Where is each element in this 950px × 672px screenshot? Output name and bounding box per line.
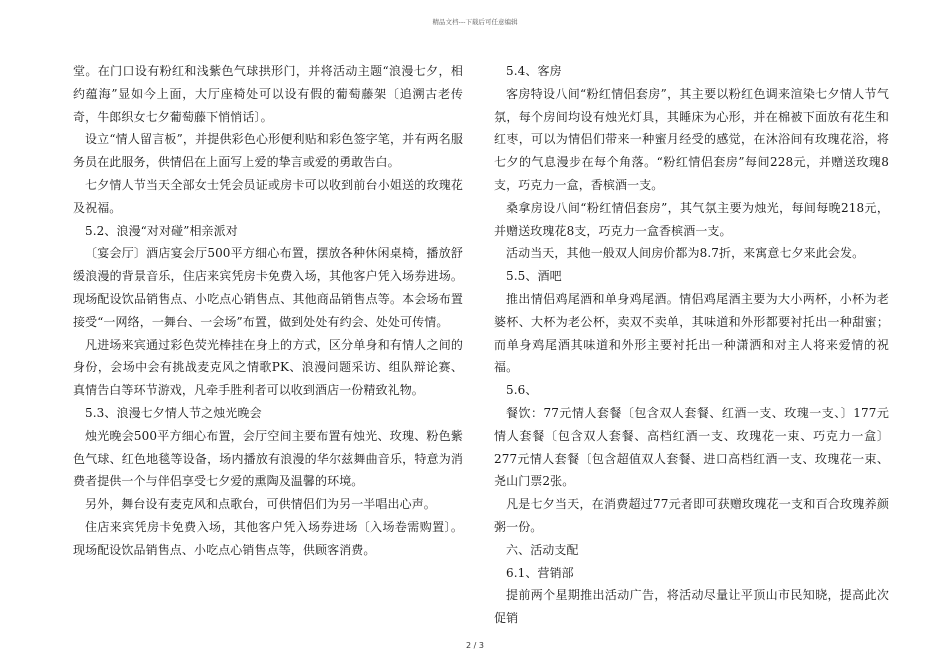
paragraph: 凡进场来宾通过彩色荧光棒挂在身上的方式，区分单身和有情人之间的身份，会场中会有挑战麦克风之情歌PK、浪漫问题采访、组队辩论赛、真情告白等环节游戏，凡牵手胜利者可以收到酒店一份精致礼物。 bbox=[73, 337, 463, 398]
section-heading: 5.6、 bbox=[506, 383, 538, 398]
paragraph: 设立“情人留言板”，并提供彩色心形便利贴和彩色签字笔，并有两名服务员在此服务，供情侣在上面写上爱的挚言或爱的勇敢告白。 bbox=[73, 132, 463, 170]
right-column bbox=[494, 60, 889, 630]
section-heading: 5.4、客房 bbox=[506, 64, 562, 78]
paragraph: 餐饮：77元情人套餐〔包含双人套餐、红酒一支、玫瑰一支、〕177元情人套餐〔包含双人套餐、高档红酒一支、玫瑰花一束、巧克力一盒〕277元情人套餐〔包含超值双人套餐、进口高档红酒一支、玫瑰花一束、尧山门票2张。 bbox=[494, 405, 889, 489]
page-number: 2 / 3 bbox=[466, 641, 484, 650]
paragraph: 住店来宾凭房卡免费入场，其他客户凭入场券进场〔入场卷需购置〕。现场配设饮品销售点、小吃点心销售点等，供顾客消费。 bbox=[73, 519, 463, 557]
section-heading: 5.2、浪漫“对对碰”相亲派对 bbox=[85, 223, 238, 238]
left-column bbox=[73, 60, 463, 562]
paragraph: 另外，舞台设有麦克风和点歌台，可供情侣们为另一半唱出心声。 bbox=[85, 497, 436, 512]
section-heading: 6.1、营销部 bbox=[506, 565, 574, 580]
section-heading: 5.5、酒吧 bbox=[506, 269, 562, 284]
paragraph: 烛光晚会500平方细心布置，会厅空间主要布置有烛光、玫瑰、粉色紫色气球、红色地毯等设备，场内播放有浪漫的华尔兹舞曲音乐，特意为消费者提供一个与伴侣享受七夕爱的熏陶及温馨的环境。 bbox=[73, 428, 463, 489]
page-header: 精品文档---下载后可任意编辑 bbox=[432, 18, 518, 26]
section-heading: 六、活动支配 bbox=[506, 542, 579, 557]
paragraph: 客房特设八间“粉红情侣套房”，其主要以粉红色调来渲染七夕情人节气氛，每个房间均设有烛光灯具，其睡床为心形，并在棉被下面放有花生和红枣，可以为情侣们带来一种蜜月经受的感觉，在沐浴间有玫瑰花浴，将七夕的气息漫步在每个角落。“粉红情侣套房”每间228元，并赠送玫瑰8支，巧克力一盒，香槟酒一支。 bbox=[494, 86, 889, 192]
paragraph: 推出情侣鸡尾酒和单身鸡尾酒。情侣鸡尾酒主要为大小两杯，小杯为老婆杯、大杯为老公杯，卖双不卖单，其味道和外形都要衬托出一种甜蜜；而单身鸡尾酒其味道和外形主要衬托出一种潇洒和对主人将来爱情的祝福。 bbox=[494, 291, 889, 375]
paragraph: 〔宴会厅〕酒店宴会厅500平方细心布置，摆放各种休闲桌椅，播放舒缓浪漫的背景音乐，住店来宾凭房卡免费入场，其他客户凭入场券进场。现场配设饮品销售点、小吃点心销售点、其他商品销售点等。本会场布置接受“一网络，一舞台、一会场”布置，做到处处有约会、处处可传情。 bbox=[73, 246, 463, 329]
paragraph: 提前两个星期推出活动广告，将活动尽量让平顶山市民知晓，提高此次促销 bbox=[494, 588, 889, 626]
paragraph: 七夕情人节当天全部女士凭会员证或房卡可以收到前台小姐送的玫瑰花及祝福。 bbox=[73, 177, 463, 215]
paragraph: 桑拿房设八间“粉红情侣套房”，其气氛主要为烛光，每间每晚218元，并赠送玫瑰花8支，巧克力一盒香槟酒一支。 bbox=[494, 200, 889, 238]
paragraph: 凡是七夕当天，在消费超过77元者即可获赠玫瑰花一支和百合玫瑰养颜粥一份。 bbox=[494, 497, 889, 534]
paragraph: 活动当天，其他一般双人间房价都为8.7折，来寓意七夕来此会发。 bbox=[506, 246, 865, 261]
paragraph: 堂。在门口设有粉红和浅紫色气球拱形门，并将活动主题“浪漫七夕，相约蕴海”显如今上面，大厅座椅处可以设有假的葡萄藤架〔追溯古老传奇，牛郎织女七夕葡萄藤下悄悄话〕。 bbox=[73, 64, 463, 124]
section-heading: 5.3、浪漫七夕情人节之烛光晚会 bbox=[85, 405, 262, 420]
